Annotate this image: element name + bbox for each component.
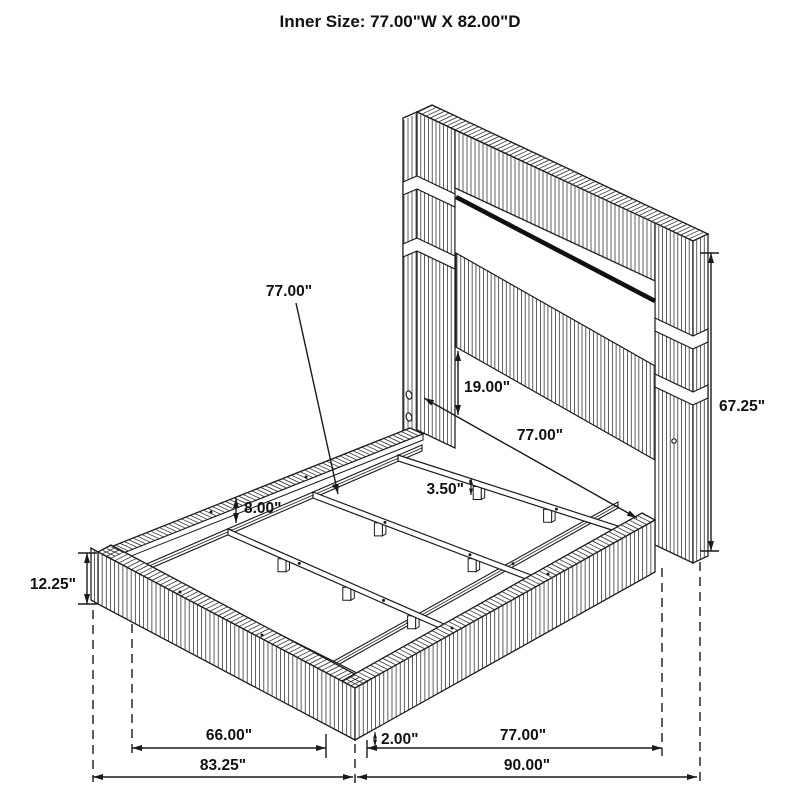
screw-hole — [672, 439, 676, 443]
dim-rail-thickness-label: 2.00" — [381, 731, 419, 748]
dim-slat-length-label: 77.00" — [265, 283, 313, 300]
dim-rail-offset-label: 8.00" — [244, 500, 282, 517]
headboard-left-post-side — [403, 112, 417, 436]
dim-headboard-height-label: 67.25" — [719, 398, 766, 415]
dim-outer-width-label: 83.25" — [199, 757, 247, 774]
dim-panel-height-label: 19.00" — [464, 379, 511, 396]
left-rail-top — [98, 428, 423, 558]
dim-inner-width-label: 77.00" — [516, 427, 564, 444]
dim-inner-depth-label: 77.00" — [499, 727, 547, 744]
dim-outer-depth-label: 90.00" — [503, 757, 551, 774]
title: Inner Size: 77.00"W X 82.00"D — [279, 12, 521, 31]
dim-leg-height-label: 3.50" — [426, 481, 464, 498]
dim-footboard-inner-label: 66.00" — [205, 727, 253, 744]
left-rail-inner — [111, 434, 423, 564]
platform-rim — [91, 428, 655, 740]
dim-frame-height-label: 12.25" — [29, 576, 76, 593]
